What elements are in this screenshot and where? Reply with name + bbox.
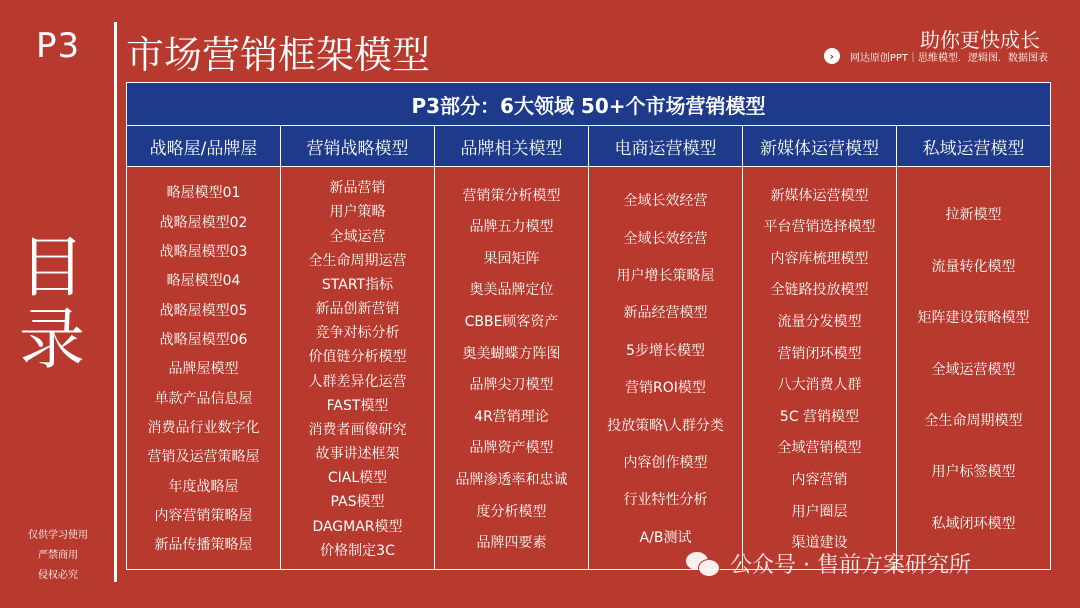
model-item: CBBE顾客资产 <box>464 314 559 331</box>
model-item: 消费者画像研究 <box>308 421 407 438</box>
column-brand-models <box>435 167 589 570</box>
model-item: 5步增长模型 <box>626 342 705 359</box>
model-item: 营销及运营策略屋 <box>147 449 260 466</box>
table-header: P3部分：6大领域 50+个市场营销模型 <box>127 83 1050 126</box>
model-item: 品牌屋模型 <box>168 361 239 378</box>
column-headers <box>127 126 1050 167</box>
model-item: 投放策略\人群分类 <box>607 417 724 434</box>
model-item: 战略屋模型03 <box>159 244 248 261</box>
vertical-divider <box>114 22 117 582</box>
notice-line: 严禁商用 <box>38 550 78 561</box>
column-header: 私域运营模型 <box>897 126 1050 166</box>
model-item: 全域运营 <box>329 228 386 245</box>
model-item: 全链路投放模型 <box>770 282 869 299</box>
model-item: 渠道建设 <box>791 535 848 552</box>
model-item: 平台营销选择模型 <box>763 219 876 236</box>
model-item: 内容营销策略屋 <box>154 508 253 525</box>
model-item: 营销闭环模型 <box>777 345 862 362</box>
model-item: 全生命周期模型 <box>924 412 1023 429</box>
model-item: 品牌资产模型 <box>469 440 554 457</box>
model-item: 略屋模型01 <box>166 185 241 202</box>
model-item: 全生命周期运营 <box>308 252 407 269</box>
model-item: 奥美蝴蝶方阵图 <box>462 345 561 362</box>
model-item: 内容库梳理模型 <box>770 250 869 267</box>
model-item: 行业特性分析 <box>623 492 708 509</box>
model-item: 全域运营模型 <box>931 361 1016 378</box>
usage-notice <box>18 526 98 586</box>
model-item: 用户增长策略屋 <box>616 268 715 285</box>
model-item: 新品经营模型 <box>623 305 708 322</box>
model-item: 内容创作模型 <box>623 454 708 471</box>
wechat-icon <box>686 550 720 578</box>
model-item: 单款产品信息屋 <box>154 390 253 407</box>
page-title: 市场营销框架模型 <box>126 33 431 77</box>
model-item: 矩阵建设策略模型 <box>917 310 1030 327</box>
model-item: A/B测试 <box>639 529 692 546</box>
model-item: 全域长效经营 <box>623 230 708 247</box>
notice-line: 仅供学习使用 <box>28 530 88 541</box>
model-table <box>126 82 1051 570</box>
model-item: 战略屋模型06 <box>159 332 248 349</box>
model-item: 用户圈层 <box>791 503 848 520</box>
model-item: CIAL模型 <box>327 470 388 487</box>
model-item: 新品传播策略屋 <box>154 537 253 554</box>
model-item: 品牌四要素 <box>476 535 547 552</box>
column-header: 营销战略模型 <box>281 126 435 166</box>
model-item: 内容营销 <box>791 472 848 489</box>
column-header: 品牌相关模型 <box>435 126 589 166</box>
notice-line: 侵权必究 <box>38 570 78 581</box>
model-item: 新媒体运营模型 <box>770 187 869 204</box>
model-item: 八大消费人群 <box>777 377 862 394</box>
model-item: 新品营销 <box>329 180 386 197</box>
model-item: 品牌渗透率和忠诚 <box>455 472 568 489</box>
model-item: 竞争对标分析 <box>315 325 400 342</box>
slogan: 助你更快成长 <box>920 28 1040 52</box>
model-item: 年度战略屋 <box>168 478 239 495</box>
model-item: 品牌尖刀模型 <box>469 377 554 394</box>
arrow-right-icon: › <box>824 48 840 64</box>
model-item: 略屋模型04 <box>166 273 241 290</box>
watermark <box>686 548 971 579</box>
model-item: PAS模型 <box>330 494 385 511</box>
column-strategy-house <box>127 167 281 570</box>
model-item: 果园矩阵 <box>483 250 540 267</box>
model-item: DAGMAR模型 <box>312 518 403 535</box>
model-item: 人群差异化运营 <box>308 373 407 390</box>
model-item: 消费品行业数字化 <box>147 420 260 437</box>
model-item: 品牌五力模型 <box>469 219 554 236</box>
model-item: FAST模型 <box>326 397 389 414</box>
model-item: 拉新模型 <box>945 207 1002 224</box>
page-label: P3 <box>36 26 81 66</box>
model-item: 全域营销模型 <box>777 440 862 457</box>
model-item: 度分析模型 <box>476 503 547 520</box>
model-item: 流量转化模型 <box>931 258 1016 275</box>
model-item: 价格制定3C <box>320 542 395 559</box>
columns-body <box>127 167 1050 570</box>
model-item: 价值链分析模型 <box>308 349 407 366</box>
model-item: 战略屋模型05 <box>159 302 248 319</box>
model-item: 全域长效经营 <box>623 193 708 210</box>
column-ecommerce <box>589 167 743 570</box>
model-item: 新品创新营销 <box>315 301 400 318</box>
model-item: 用户策略 <box>329 204 386 221</box>
column-new-media <box>743 167 897 570</box>
tagline <box>824 48 1048 64</box>
model-item: START指标 <box>321 276 394 293</box>
model-item: 营销ROI模型 <box>625 380 706 397</box>
model-item: 5C 营销模型 <box>779 408 860 425</box>
column-header: 电商运营模型 <box>589 126 743 166</box>
model-item: 故事讲述框架 <box>315 446 400 463</box>
column-private-domain <box>897 167 1050 570</box>
column-header: 战略屋/品牌屋 <box>127 126 281 166</box>
model-item: 战略屋模型02 <box>159 214 248 231</box>
side-title: 目录 <box>19 229 85 378</box>
model-item: 私域闭环模型 <box>931 515 1016 532</box>
model-item: 流量分发模型 <box>777 314 862 331</box>
column-marketing-strategy <box>281 167 435 570</box>
model-item: 用户标签模型 <box>931 464 1016 481</box>
column-header: 新媒体运营模型 <box>743 126 897 166</box>
watermark-text: 公众号 · 售前方案研究所 <box>730 553 971 578</box>
model-item: 营销策分析模型 <box>462 187 561 204</box>
model-item: 奥美品牌定位 <box>469 282 554 299</box>
model-item: 4R营销理论 <box>474 408 549 425</box>
tagline-text: 网达原创PPT｜思维模型．逻辑图．数据图表 <box>849 52 1048 64</box>
